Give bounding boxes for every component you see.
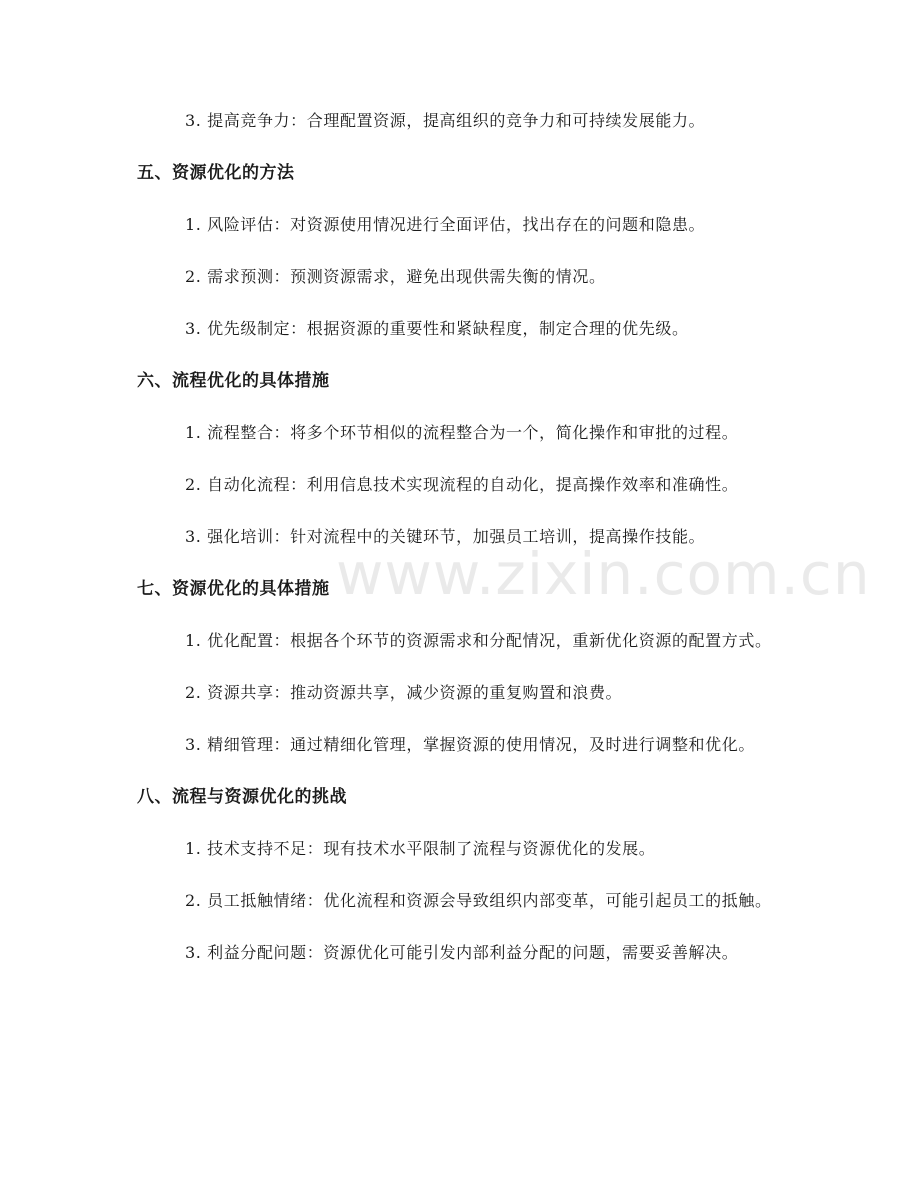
section-heading: 七、资源优化的具体措施 [137, 579, 330, 599]
paragraph: 2. 需求预测：预测资源需求，避免出现供需失衡的情况。 [185, 267, 606, 286]
paragraph: 1. 技术支持不足：现有技术水平限制了流程与资源优化的发展。 [185, 839, 656, 858]
watermark: www.zixin.com.cn [336, 540, 871, 608]
paragraph: 3. 精细管理：通过精细化管理，掌握资源的使用情况，及时进行调整和优化。 [185, 735, 755, 754]
paragraph: 1. 流程整合：将多个环节相似的流程整合为一个，简化操作和审批的过程。 [185, 423, 739, 442]
paragraph: 1. 风险评估：对资源使用情况进行全面评估，找出存在的问题和隐患。 [185, 215, 706, 234]
paragraph: 3. 提高竞争力：合理配置资源，提高组织的竞争力和可持续发展能力。 [185, 111, 706, 130]
paragraph: 1. 优化配置：根据各个环节的资源需求和分配情况，重新优化资源的配置方式。 [185, 631, 772, 650]
paragraph: 2. 员工抵触情绪：优化流程和资源会导致组织内部变革，可能引起员工的抵触。 [185, 891, 772, 910]
paragraph: 3. 利益分配问题：资源优化可能引发内部利益分配的问题，需要妥善解决。 [185, 943, 739, 962]
section-heading: 八、流程与资源优化的挑战 [137, 787, 347, 807]
section-heading: 五、资源优化的方法 [137, 163, 295, 183]
paragraph: 2. 资源共享：推动资源共享，减少资源的重复购置和浪费。 [185, 683, 623, 702]
document-body [137, 104, 783, 988]
paragraph: 3. 优先级制定：根据资源的重要性和紧缺程度，制定合理的优先级。 [185, 319, 689, 338]
paragraph: 2. 自动化流程：利用信息技术实现流程的自动化，提高操作效率和准确性。 [185, 475, 739, 494]
paragraph: 3. 强化培训：针对流程中的关键环节，加强员工培训，提高操作技能。 [185, 527, 706, 546]
section-heading: 六、流程优化的具体措施 [137, 371, 330, 391]
